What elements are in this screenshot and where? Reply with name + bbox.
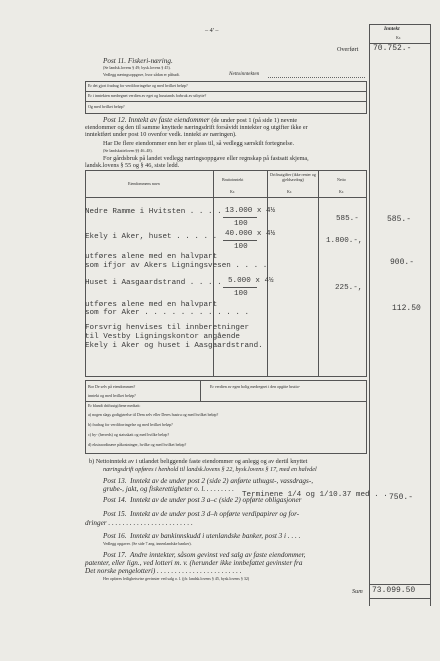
table-row-9-inntekt: 112.50 [392, 304, 421, 313]
sum-label: Sum [352, 588, 363, 595]
post12-text5: (Se landskatteloven §§ 46–48). [103, 148, 153, 153]
post11-title: Post 11. Fiskeri-næring. [103, 57, 173, 65]
post12-text2: eiendommer og den til samme knyttede næringsdrift forsåvidt inntekter og utgifter ikke er [85, 124, 308, 131]
selfbox-q2b: inntekt og med hvilket beløp? [88, 393, 136, 398]
inntekt-header-unit: Kr. [396, 35, 401, 40]
table-row-5-inntekt: 900.- [390, 258, 415, 267]
post15-line2: dringer . . . . . . . . . . . . . . . . . . . . . . . . [85, 519, 193, 527]
th-brutto-kr: Kr. [230, 189, 235, 194]
post12-text4: Har De flere eiendommer enn her er plass til, så vedlegg særskilt fortegnelse. [103, 140, 295, 147]
table-row-0-inntekt: 585.- [387, 215, 412, 224]
post11-q3: Og med hvilket beløp? [88, 104, 125, 109]
table-row-6-name: Huset i Aasgaardstrand . . . . [85, 279, 222, 287]
post14-typed: Terminene 1/4 og 1/10.37 med . . [242, 491, 388, 499]
b-section-line2: næringsdrift opføres i henhold til landsk.lovens § 22, bysk.lovens § 17, med en halvdel [103, 466, 317, 473]
table-row-11-name: til Vestby Ligningskontor angående [85, 333, 240, 341]
post17-line4: Her opføres leilighetsvise gevinster ved salg o. l. (jfr. landsk.lovens § 45, bysk.lovens § 32) [103, 576, 250, 581]
post12-text7: landsk.lovens § 55 og § 46, siste ledd. [85, 162, 180, 169]
post12-text6: For gårdsbruk på landet vedlegg næringsoppgave eller regnskap på fastsatt skjema, [103, 155, 309, 162]
table-row-2-netto: 1.800.-, [326, 237, 363, 245]
table-row-6-netto: 225.-, [335, 284, 363, 292]
table-row-10-name: Forsvrig henvises til innberetninger [85, 324, 250, 332]
table-row-3-brutto: 100 [234, 243, 248, 251]
table-row-5-name: som ifjor av Akers Ligningsvesen . . . . [85, 262, 268, 270]
table-row-9-name: som for Aker . . . . . . . . . . . . [85, 309, 250, 317]
overfort-label: Overført [337, 46, 359, 53]
table-row-4-name: utføres alene med en halvpart [85, 253, 218, 261]
post17-line2: patenter, eller lign., ved lotteri m. v. (herunder ikke innbefattet gevinster fra [85, 559, 303, 567]
table-row-6-brutto: 5.000 x 4½ [228, 277, 274, 285]
post12-text3: inntektført under post 10 ovenfor vedk. inntekt av næringen). [85, 131, 237, 138]
selfbox-a: a) nogen slags godtgjørelse til Dem selv eller Deres hustru og med hvilket beløp? [88, 412, 219, 417]
column-rule-right [430, 44, 431, 606]
table-row-8-name: utføres alene med en halvpart [85, 301, 218, 309]
post17-line3: Det norske pengelotteri) . . . . . . . . . . . . . . . . . . . . . . . . [85, 567, 242, 575]
post11-q1: Er det gjort fradrag for verdiforringelse og med hvilket beløp? [88, 83, 188, 88]
post11-ref: (Se landsk.lovens § 49; bysk.lovens § 45). [103, 65, 171, 70]
inntekt-header-title: Inntekt [384, 26, 400, 32]
post14-amount: 750.- [389, 493, 414, 502]
column-rule-left [369, 44, 370, 606]
b-section-line1: b) Nettoinntekt av i utlandet beliggende faste eiendommer og anlegg og av dertil knyttet [89, 458, 308, 465]
table-row-7-brutto: 100 [234, 290, 248, 298]
table-row-12-name: Ekely i Aker og huset i Aasgaardstrand. [85, 342, 263, 350]
table-row-0-brutto: 13.000 x 4½ [225, 207, 276, 215]
sum-amount: 73.099.50 [372, 586, 416, 595]
selfbox-q3: Er blandt driftsutgiftene medtatt: [88, 403, 141, 408]
post13-line1: Post 13. Inntekt av de under post 2 (side 2) anførte uthugst-, vassdrags-, [103, 477, 314, 485]
th-netto-kr: Kr. [339, 189, 344, 194]
post15-line1: Post 15. Inntekt av de under post 3 d–h opførte verdipapirer og for- [103, 510, 300, 518]
table-row-0-name: Nedre Ramme i Hvitsten . . . . [85, 208, 222, 216]
post11-netto: Nettoinntekten [229, 71, 260, 77]
post13-line2: grube-, jakt, og fiskerettigheter o. l. . . . . . . . . [103, 485, 234, 493]
th-brutto: Bruttoinntekt [222, 177, 244, 182]
table-row-1-brutto: 100 [234, 220, 248, 228]
post11-q2: Er i inntekten medregnet verdien av eget og husstands forbruk av utbytte? [88, 93, 207, 98]
selfbox-q1: Bor De selv på eiendommen? [88, 384, 136, 389]
th-name: Eiendommens navn [128, 181, 160, 186]
th-netto: Netto [337, 177, 346, 182]
selfbox-c: c) by- (herreds) og statsskatt og med hvilke beløp? [88, 432, 170, 437]
post14-line1: Post 14. Inntekt av de under post 3 a–c (side 2) opførte obligasjoner [103, 496, 302, 504]
post16-line2: Vedlegg opgaver. (Se side 7 ang. innenlandske banker). [103, 541, 192, 546]
inntekt-header-box [369, 24, 431, 44]
post11-line2: Vedlegg næringsoppgave, hvor sådan er påbudt. [103, 72, 180, 77]
selfbox-q2: Er verdien av egen bolig medregnet i den opgitte brutto- [210, 384, 301, 389]
table-row-0-netto: 585.- [336, 215, 359, 223]
post16-line1: Post 16. Inntekt av bankinnskudd i utenlandske banker, post 3 i . . . . [103, 532, 301, 540]
table-row-2-brutto: 40.000 x 4½ [225, 230, 276, 238]
page-number: – 4' – [205, 27, 219, 34]
th-drift-kr: Kr. [287, 189, 292, 194]
overfort-amount: 70.752.- [373, 44, 412, 53]
post12-title-line: Post 12. Inntekt av faste eiendommer (de under post 1 (på side 1) nevnte [103, 116, 298, 124]
selfbox-b: b) fradrag for verdiforringelse og med hvilket beløp? [88, 422, 173, 427]
post17-line1: Post 17. Andre inntekter, såsom gevinst ved salg av faste eiendommer, [103, 551, 306, 559]
selfbox-d: d) ekstraordinære påkostninger, hvilke og med hvilket beløp? [88, 442, 187, 447]
th-drift: Driftsutgifter (ikke renter og gjeldsavdrag) [270, 172, 316, 182]
table-row-2-name: Ekely i Aker, huset . . . . . [85, 233, 218, 241]
